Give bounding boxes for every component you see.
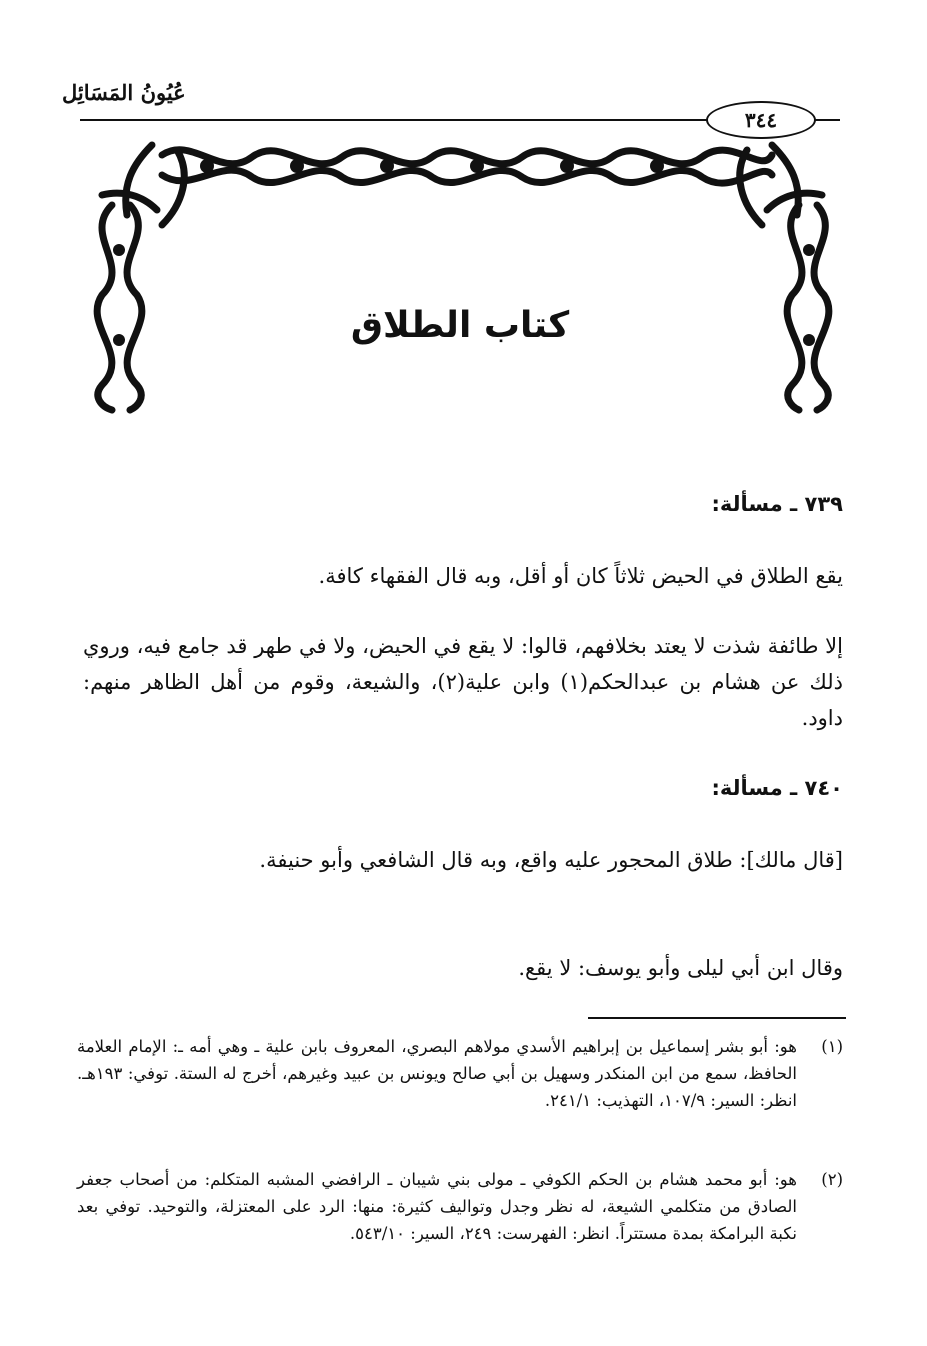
page-number: ٣٤٤ xyxy=(706,101,816,139)
paragraph-1: يقع الطلاق في الحيض ثلاثاً كان أو أقل، وبه قال الفقهاء كافة. xyxy=(318,564,843,588)
footnote-number: (١) xyxy=(821,1037,843,1056)
footnote-rule xyxy=(588,1017,846,1019)
issue-heading-739: ٧٣٩ ـ مسألة: xyxy=(711,492,843,516)
paragraph-3: [قال مالك]: طلاق المحجور عليه واقع، وبه قال الشافعي وأبو حنيفة. xyxy=(259,848,843,872)
paragraph-4: وقال ابن أبي ليلى وأبو يوسف: لا يقع. xyxy=(518,956,843,980)
paragraph-2: إلا طائفة شذت لا يعتد بخلافهم، قالوا: لا يقع في الحيض، ولا في طهر قد جامع فيه، وروي ذلك عن هشام بن عبدالحكم(١) وابن علية(٢)، والشيعة، وقوم من أهل الظاهر منهم: داود. xyxy=(83,634,843,730)
footnote-2 xyxy=(77,1166,843,1247)
running-header-title: عُيُونُ المَسَائِل xyxy=(62,80,186,105)
footnote-text: هو: أبو محمد هشام بن الحكم الكوفي ـ مولى بني شيبان ـ الرافضي المشبه المتكلم: من أصحاب جعفر الصادق من متكلمي الشيعة، له نظر وجدل وتواليف كثيرة: منها: الرد على المعتزلة، والتوحيد. توفي بعد نكبة البرامكة بمدة مستتراً. انظر: الفهرست: ٢٤٩، السير: ٥٤٣/١٠. xyxy=(77,1170,797,1243)
footnote-text: هو: أبو بشر إسماعيل بن إبراهيم الأسدي مولاهم البصري، المعروف بابن علية ـ وهي أمه ـ: الإمام العلامة الحافظ، سمع من ابن المنكدر وسهيل بن أبي صالح ويونس بن عبيد وغيرهم، أخرج له الستة. توفي: ١٩٣هـ. انظر: السير: ١٠٧/٩، التهذيب: ٢٤١/١. xyxy=(77,1037,797,1110)
ornamental-frame xyxy=(82,135,844,415)
footnote-1 xyxy=(77,1033,843,1114)
footnote-number: (٢) xyxy=(821,1170,843,1189)
chapter-title: كتاب الطلاق xyxy=(350,305,570,346)
issue-heading-740: ٧٤٠ ـ مسألة: xyxy=(711,776,843,800)
